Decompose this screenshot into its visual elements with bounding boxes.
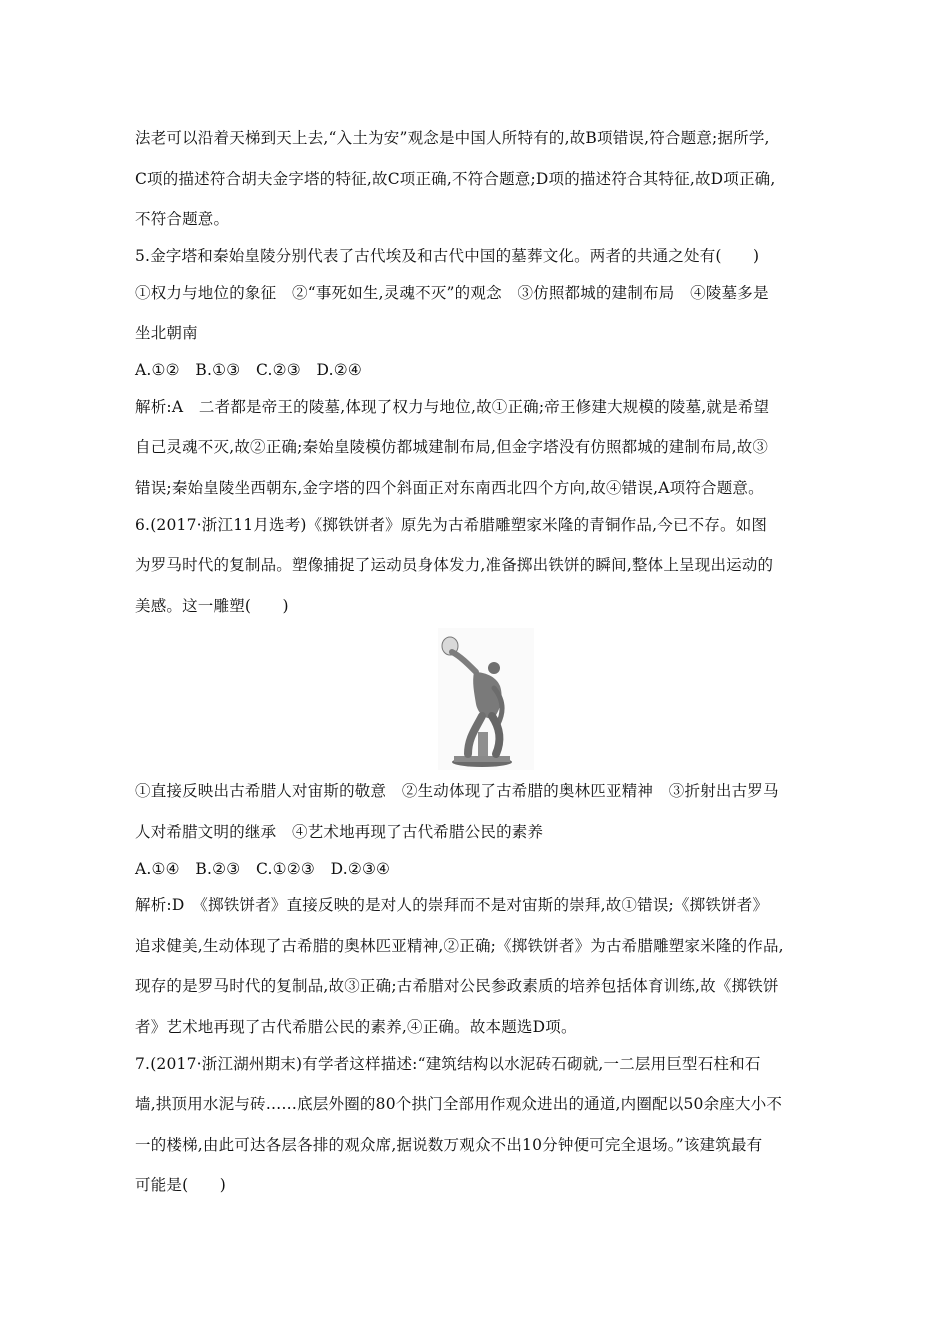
question-6-statements: 人对希腊文明的继承 ④艺术地再现了古代希腊公民的素养 (135, 823, 544, 841)
question-6-stem: 6.(2017·浙江11月选考)《掷铁饼者》原先为古希腊雕塑家米隆的青铜作品,今已不存。如图 (135, 516, 768, 534)
question-6-analysis: 追求健美,生动体现了古希腊的奥林匹亚精神,②正确;《掷铁饼者》为古希腊雕塑家米隆的作品, (135, 937, 784, 955)
question-7-stem: 一的楼梯,由此可达各层各排的观众席,据说数万观众不出10分钟便可完全退场。”该建筑最有 (135, 1136, 763, 1154)
question-7-stem: 墙,拱顶用水泥与砖……底层外圈的80个拱门全部用作观众进出的通道,内圈配以50余座大小不 (135, 1095, 783, 1113)
question-6-statements: ①直接反映出古希腊人对宙斯的敬意 ②生动体现了古希腊的奥林匹亚精神 ③折射出古罗马 (135, 782, 779, 800)
question-6-analysis: 现存的是罗马时代的复制品,故③正确;古希腊对公民参政素质的培养包括体育训练,故《掷铁饼 (135, 977, 779, 995)
question-5-statements: 坐北朝南 (135, 324, 198, 342)
question-5-options: A.①② B.①③ C.②③ D.②④ (135, 361, 362, 379)
question-6-analysis: 者》艺术地再现了古代希腊公民的素养,④正确。故本题选D项。 (135, 1018, 577, 1036)
question-7-stem: 7.(2017·浙江湖州期末)有学者这样描述:“建筑结构以水泥砖石砌就,一二层用巨型石柱和石 (135, 1055, 761, 1073)
text-line: 不符合题意。 (135, 210, 230, 228)
question-5-analysis: 错误;秦始皇陵坐西朝东,金字塔的四个斜面正对东南西北四个方向,故④错误,A项符合题意。 (135, 479, 764, 497)
question-5-stem: 5.金字塔和秦始皇陵分别代表了古代埃及和古代中国的墓葬文化。两者的共通之处有( ) (135, 247, 760, 265)
discobolus-statue-image (438, 628, 534, 770)
question-6-analysis: 解析:D 《掷铁饼者》直接反映的是对人的崇拜而不是对宙斯的崇拜,故①错误;《掷铁饼者》 (135, 896, 769, 914)
text-line: 法老可以沿着天梯到天上去,“入土为安”观念是中国人所特有的,故B项错误,符合题意;据所学, (135, 129, 770, 147)
question-6-options: A.①④ B.②③ C.①②③ D.②③④ (135, 860, 391, 878)
question-6-stem: 为罗马时代的复制品。塑像捕捉了运动员身体发力,准备掷出铁饼的瞬间,整体上呈现出运动的 (135, 556, 774, 574)
question-5-analysis: 自己灵魂不灭,故②正确;秦始皇陵模仿都城建制布局,但金字塔没有仿照都城的建制布局,故③ (135, 438, 769, 456)
question-7-stem: 可能是( ) (135, 1176, 226, 1194)
question-6-stem: 美感。这一雕塑( ) (135, 597, 289, 615)
question-5-statements: ①权力与地位的象征 ②“事死如生,灵魂不灭”的观念 ③仿照都城的建制布局 ④陵墓多是 (135, 284, 769, 302)
question-5-analysis: 解析:A 二者都是帝王的陵墓,体现了权力与地位,故①正确;帝王修建大规模的陵墓,就是希望 (135, 398, 770, 416)
text-line: C项的描述符合胡夫金字塔的特征,故C项正确,不符合题意;D项的描述符合其特征,故D项正确, (135, 170, 776, 188)
